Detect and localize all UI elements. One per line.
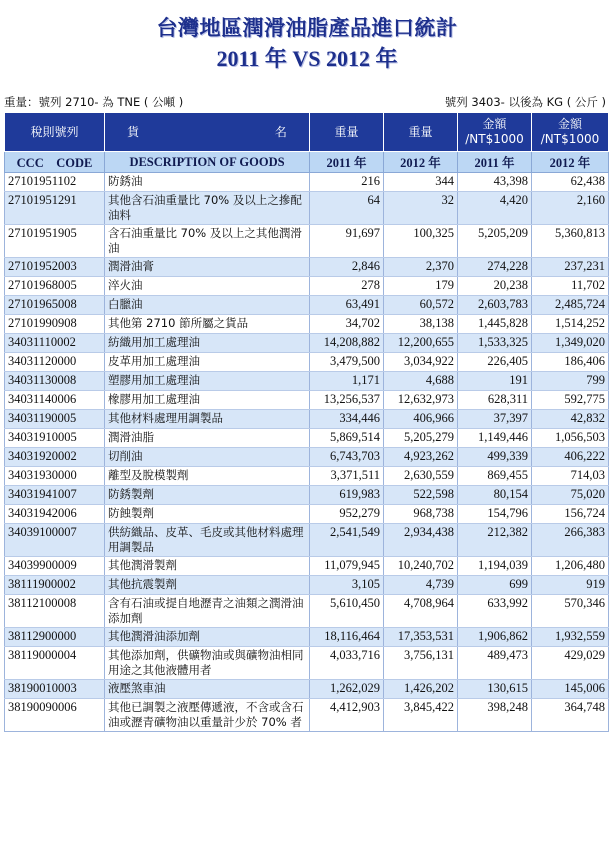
table-row [5, 296, 609, 315]
header-weight-2012: 重量 [384, 113, 458, 152]
weight-2012-cell: 5,205,279 [384, 429, 458, 448]
amount-2012-cell: 919 [532, 576, 609, 595]
ccc-code-cell: 34031910005 [5, 429, 105, 448]
subheader-ccc-code: CCC CODE [5, 152, 105, 173]
amount-2012-cell: 75,020 [532, 486, 609, 505]
weight-2012-cell: 12,632,973 [384, 391, 458, 410]
ccc-code-cell: 34039100007 [5, 524, 105, 557]
table-row [5, 277, 609, 296]
amount-2012-cell: 145,006 [532, 680, 609, 699]
weight-2011-cell: 3,479,500 [310, 353, 384, 372]
amount-2012-cell: 62,438 [532, 173, 609, 192]
amount-2012-cell: 186,406 [532, 353, 609, 372]
description-cell: 液壓煞車油 [105, 680, 310, 699]
amount-2011-cell: 4,420 [458, 192, 532, 225]
ccc-code-cell: 27101965008 [5, 296, 105, 315]
ccc-code-cell: 38112900000 [5, 628, 105, 647]
amount-2012-cell: 714,03 [532, 467, 609, 486]
amount-2011-cell: 43,398 [458, 173, 532, 192]
amount-2011-cell: 2,603,783 [458, 296, 532, 315]
import-statistics-table [4, 112, 609, 732]
weight-2011-cell: 3,105 [310, 576, 384, 595]
ccc-code-cell: 34031190005 [5, 410, 105, 429]
weight-2011-cell: 64 [310, 192, 384, 225]
weight-2012-cell: 3,034,922 [384, 353, 458, 372]
description-cell: 皮革用加工處理油 [105, 353, 310, 372]
weight-2012-cell: 2,630,559 [384, 467, 458, 486]
header-weight-2011: 重量 [310, 113, 384, 152]
description-cell: 其他已調製之液壓傳遞液，不含或含石油或瀝青礦物油以重量計少於 70% 者 [105, 699, 310, 732]
table-row [5, 410, 609, 429]
amount-2011-cell: 699 [458, 576, 532, 595]
amount-2012-cell: 1,932,559 [532, 628, 609, 647]
table-row [5, 576, 609, 595]
ccc-code-cell: 38190010003 [5, 680, 105, 699]
weight-2011-cell: 5,869,514 [310, 429, 384, 448]
amount-2011-cell: 398,248 [458, 699, 532, 732]
amount-2012-cell: 42,832 [532, 410, 609, 429]
description-cell: 含石油重量比 70% 及以上之其他潤滑油 [105, 225, 310, 258]
weight-2011-cell: 334,446 [310, 410, 384, 429]
amount-2011-cell: 80,154 [458, 486, 532, 505]
amount-2012-cell: 1,206,480 [532, 557, 609, 576]
weight-2011-cell: 2,846 [310, 258, 384, 277]
ccc-code-cell: 34031140006 [5, 391, 105, 410]
subheader-year-2011-weight: 2011 年 [310, 152, 384, 173]
weight-2012-cell: 3,756,131 [384, 647, 458, 680]
ccc-code-cell: 27101952003 [5, 258, 105, 277]
amount-2011-cell: 226,405 [458, 353, 532, 372]
weight-2012-cell: 4,739 [384, 576, 458, 595]
amount-2011-cell: 1,906,862 [458, 628, 532, 647]
table-row [5, 699, 609, 732]
amount-2012-cell: 1,514,252 [532, 315, 609, 334]
table-row [5, 448, 609, 467]
description-cell: 潤滑油膏 [105, 258, 310, 277]
description-cell: 切削油 [105, 448, 310, 467]
weight-2012-cell: 12,200,655 [384, 334, 458, 353]
weight-2011-cell: 216 [310, 173, 384, 192]
weight-2011-cell: 4,412,903 [310, 699, 384, 732]
amount-2011-cell: 5,205,209 [458, 225, 532, 258]
amount-2011-cell: 869,455 [458, 467, 532, 486]
amount-2011-cell: 130,615 [458, 680, 532, 699]
ccc-code-cell: 38119000004 [5, 647, 105, 680]
amount-2012-cell: 266,383 [532, 524, 609, 557]
description-cell: 其他材料處理用調製品 [105, 410, 310, 429]
description-cell: 其他含石油重量比 70% 及以上之摻配油料 [105, 192, 310, 225]
ccc-code-cell: 27101951102 [5, 173, 105, 192]
table-subheader-row [5, 152, 609, 173]
units-note-left: 重量：號列 2710- 為 TNE ( 公噸 ) [4, 95, 184, 109]
table-row [5, 173, 609, 192]
ccc-code-cell: 27101968005 [5, 277, 105, 296]
amount-2011-cell: 20,238 [458, 277, 532, 296]
amount-2011-cell: 274,228 [458, 258, 532, 277]
page-subtitle: 2011 年 VS 2012 年 [216, 46, 398, 71]
description-cell: 白臘油 [105, 296, 310, 315]
description-cell: 其他抗震製劑 [105, 576, 310, 595]
weight-2012-cell: 344 [384, 173, 458, 192]
ccc-code-cell: 34031110002 [5, 334, 105, 353]
weight-2011-cell: 4,033,716 [310, 647, 384, 680]
amount-2012-cell: 1,349,020 [532, 334, 609, 353]
weight-2011-cell: 2,541,549 [310, 524, 384, 557]
weight-2011-cell: 3,371,511 [310, 467, 384, 486]
ccc-code-cell: 34039900009 [5, 557, 105, 576]
ccc-code-cell: 34031130008 [5, 372, 105, 391]
table-row [5, 505, 609, 524]
ccc-code-cell: 34031942006 [5, 505, 105, 524]
subheader-year-2012-weight: 2012 年 [384, 152, 458, 173]
ccc-code-cell: 38190090006 [5, 699, 105, 732]
amount-2012-cell: 237,231 [532, 258, 609, 277]
amount-2011-cell: 499,339 [458, 448, 532, 467]
description-cell: 防銹油 [105, 173, 310, 192]
subheader-year-2011-amount: 2011 年 [458, 152, 532, 173]
amount-2012-cell: 406,222 [532, 448, 609, 467]
amount-2012-cell: 570,346 [532, 595, 609, 628]
weight-2012-cell: 32 [384, 192, 458, 225]
ccc-code-cell: 34031120000 [5, 353, 105, 372]
ccc-code-cell: 27101951291 [5, 192, 105, 225]
table-row [5, 628, 609, 647]
amount-2012-cell: 156,724 [532, 505, 609, 524]
table-row [5, 192, 609, 225]
table-row [5, 391, 609, 410]
table-row [5, 595, 609, 628]
weight-2011-cell: 6,743,703 [310, 448, 384, 467]
description-cell: 離型及脫模製劑 [105, 467, 310, 486]
weight-2011-cell: 952,279 [310, 505, 384, 524]
weight-2012-cell: 3,845,422 [384, 699, 458, 732]
amount-2012-cell: 799 [532, 372, 609, 391]
weight-2011-cell: 18,116,464 [310, 628, 384, 647]
header-code: 稅則號列 [5, 113, 105, 152]
amount-2011-cell: 154,796 [458, 505, 532, 524]
table-row [5, 680, 609, 699]
table-row [5, 334, 609, 353]
description-cell: 橡膠用加工處理油 [105, 391, 310, 410]
amount-2011-cell: 212,382 [458, 524, 532, 557]
description-cell: 其他添加劑，供礦物油或與礦物油相同用途之其他液體用者 [105, 647, 310, 680]
description-cell: 其他潤滑製劑 [105, 557, 310, 576]
table-row [5, 315, 609, 334]
weight-2011-cell: 5,610,450 [310, 595, 384, 628]
amount-2012-cell: 364,748 [532, 699, 609, 732]
weight-2012-cell: 100,325 [384, 225, 458, 258]
description-cell: 淬火油 [105, 277, 310, 296]
weight-2011-cell: 63,491 [310, 296, 384, 315]
ccc-code-cell: 27101990908 [5, 315, 105, 334]
description-cell: 防蝕製劑 [105, 505, 310, 524]
table-row [5, 258, 609, 277]
ccc-code-cell: 34031930000 [5, 467, 105, 486]
amount-2011-cell: 628,311 [458, 391, 532, 410]
description-cell: 潤滑油脂 [105, 429, 310, 448]
amount-2012-cell: 1,056,503 [532, 429, 609, 448]
units-note-right: 號列 3403- 以後為 KG ( 公斤 ) [444, 95, 606, 109]
table-row [5, 647, 609, 680]
table-row [5, 372, 609, 391]
ccc-code-cell: 38111900002 [5, 576, 105, 595]
weight-2012-cell: 4,688 [384, 372, 458, 391]
weight-2011-cell: 1,171 [310, 372, 384, 391]
description-cell: 塑膠用加工處理油 [105, 372, 310, 391]
ccc-code-cell: 38112100008 [5, 595, 105, 628]
header-amount-2012: 金額 /NT$1000 [532, 113, 609, 152]
amount-2011-cell: 1,445,828 [458, 315, 532, 334]
amount-2012-cell: 429,029 [532, 647, 609, 680]
table-row [5, 353, 609, 372]
weight-2012-cell: 10,240,702 [384, 557, 458, 576]
table-row [5, 486, 609, 505]
amount-2011-cell: 191 [458, 372, 532, 391]
amount-2012-cell: 11,702 [532, 277, 609, 296]
weight-2011-cell: 11,079,945 [310, 557, 384, 576]
weight-2011-cell: 91,697 [310, 225, 384, 258]
description-cell: 其他第 2710 節所屬之貨品 [105, 315, 310, 334]
weight-2012-cell: 522,598 [384, 486, 458, 505]
description-cell: 含有石油或提自地瀝青之油類之潤滑油添加劑 [105, 595, 310, 628]
description-cell: 防銹製劑 [105, 486, 310, 505]
table-body [5, 173, 609, 732]
ccc-code-cell: 27101951905 [5, 225, 105, 258]
header-goods-right: 名 [274, 124, 287, 139]
table-row [5, 524, 609, 557]
amount-2012-cell: 592,775 [532, 391, 609, 410]
weight-2012-cell: 179 [384, 277, 458, 296]
amount-2011-cell: 633,992 [458, 595, 532, 628]
weight-2011-cell: 278 [310, 277, 384, 296]
ccc-code-cell: 34031941007 [5, 486, 105, 505]
weight-2012-cell: 2,934,438 [384, 524, 458, 557]
weight-2012-cell: 2,370 [384, 258, 458, 277]
table-row [5, 225, 609, 258]
description-cell: 其他潤滑油添加劑 [105, 628, 310, 647]
header-goods-left: 貨 [127, 124, 140, 139]
weight-2012-cell: 60,572 [384, 296, 458, 315]
table-row [5, 557, 609, 576]
weight-2011-cell: 14,208,882 [310, 334, 384, 353]
amount-2011-cell: 1,149,446 [458, 429, 532, 448]
header-amount-2011: 金額 /NT$1000 [458, 113, 532, 152]
subheader-year-2012-amount: 2012 年 [532, 152, 609, 173]
amount-2011-cell: 37,397 [458, 410, 532, 429]
weight-2012-cell: 4,923,262 [384, 448, 458, 467]
table-header-row [5, 113, 609, 152]
description-cell: 供紡織品、皮革、毛皮或其他材料處理用調製品 [105, 524, 310, 557]
amount-2012-cell: 2,160 [532, 192, 609, 225]
weight-2012-cell: 406,966 [384, 410, 458, 429]
amount-2011-cell: 1,194,039 [458, 557, 532, 576]
ccc-code-cell: 34031920002 [5, 448, 105, 467]
weight-2012-cell: 1,426,202 [384, 680, 458, 699]
header-goods [105, 113, 310, 152]
description-cell: 紡織用加工處理油 [105, 334, 310, 353]
weight-2012-cell: 968,738 [384, 505, 458, 524]
weight-2011-cell: 1,262,029 [310, 680, 384, 699]
weight-2011-cell: 34,702 [310, 315, 384, 334]
weight-2012-cell: 38,138 [384, 315, 458, 334]
table-row [5, 467, 609, 486]
page-title: 台灣地區潤滑油脂產品進口統計 [156, 15, 458, 40]
weight-2011-cell: 619,983 [310, 486, 384, 505]
amount-2011-cell: 489,473 [458, 647, 532, 680]
amount-2012-cell: 2,485,724 [532, 296, 609, 315]
weight-2011-cell: 13,256,537 [310, 391, 384, 410]
weight-2012-cell: 4,708,964 [384, 595, 458, 628]
amount-2012-cell: 5,360,813 [532, 225, 609, 258]
weight-2012-cell: 17,353,531 [384, 628, 458, 647]
amount-2011-cell: 1,533,325 [458, 334, 532, 353]
subheader-description: DESCRIPTION OF GOODS [105, 152, 310, 173]
table-row [5, 429, 609, 448]
